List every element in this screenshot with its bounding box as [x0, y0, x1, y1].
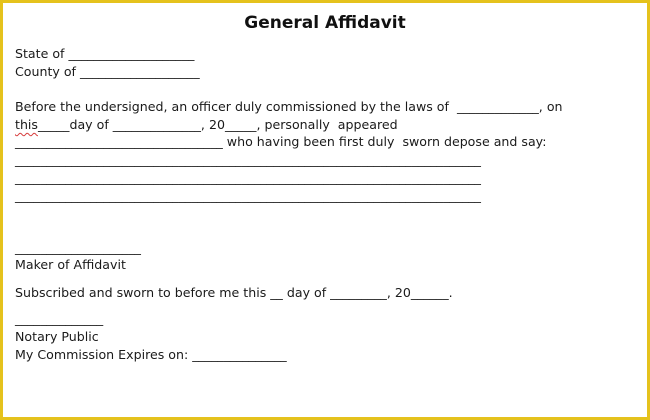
paragraph-line-3: _________________________________ who having been first duly sworn depose and say:	[15, 134, 547, 149]
maker-signature-line: ____________________	[15, 240, 141, 255]
paragraph-line-1: Before the undersigned, an officer duly commissioned by the laws of _____________, on	[15, 99, 563, 114]
subscribed-sworn-line: Subscribed and sworn to before me this __ day of _________, 20______.	[15, 285, 453, 300]
notary-signature-line: ______________	[15, 311, 104, 326]
document-title: General Affidavit	[244, 13, 406, 33]
blank-statement-line-3: __________________________________________________________________________	[15, 188, 481, 203]
paragraph-line-2	[15, 117, 398, 133]
county-line: County of ___________________	[15, 64, 200, 79]
paragraph-line-2-rest: _____day of ______________, 20_____, personally appeared	[37, 117, 398, 132]
commission-expires-line: My Commission Expires on: _______________	[15, 347, 287, 362]
notary-label: Notary Public	[15, 329, 99, 344]
state-line: State of ____________________	[15, 46, 195, 61]
maker-label: Maker of Affidavit	[15, 257, 126, 272]
blank-statement-line-2: __________________________________________________________________________	[15, 170, 481, 185]
spellcheck-word: this	[15, 117, 38, 132]
blank-statement-line-1: __________________________________________________________________________	[15, 152, 481, 167]
